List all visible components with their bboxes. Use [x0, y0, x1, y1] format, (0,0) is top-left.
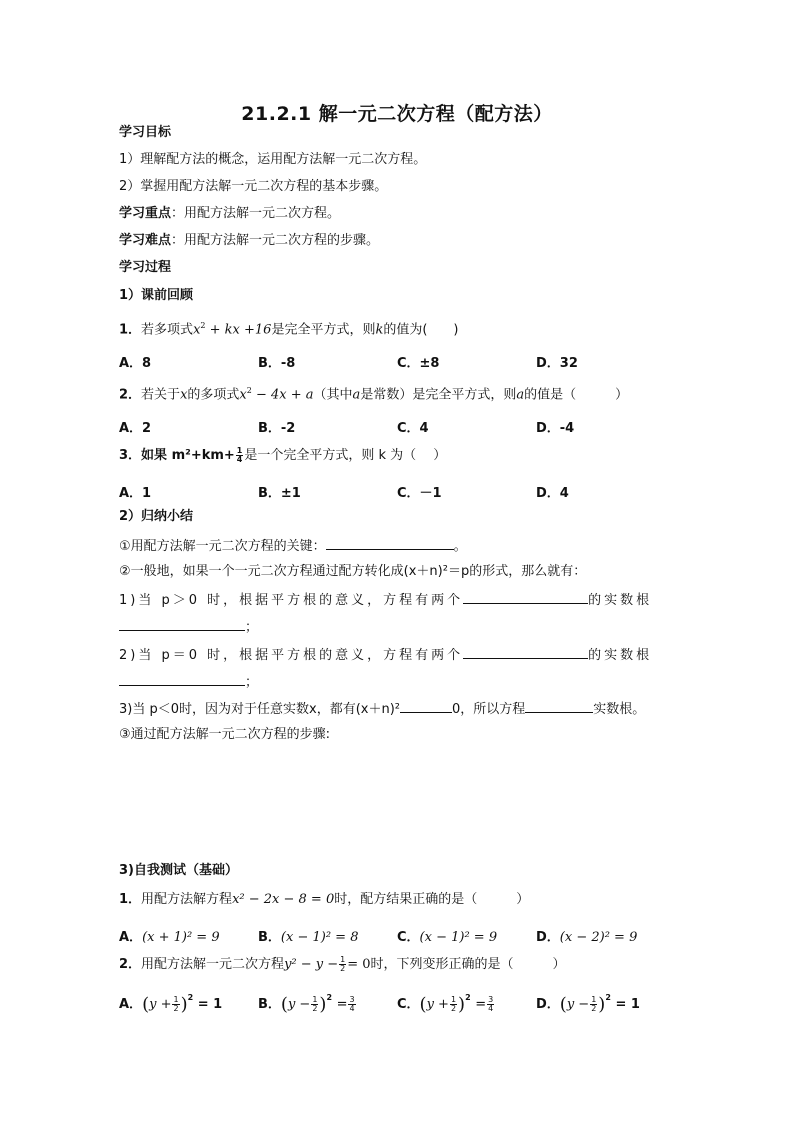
summary-text: 的实数根: [588, 593, 653, 608]
option-expr: (x − 1)² = 8: [280, 930, 359, 945]
question-text: 是一个完全平方式，则 k 为（ ）: [244, 448, 447, 463]
fill-blank[interactable]: [400, 699, 452, 713]
fraction-numerator: 1: [591, 995, 597, 1004]
process-heading: 学习过程: [119, 260, 172, 275]
difficulty: [119, 232, 379, 250]
option-label: A．: [119, 997, 143, 1012]
option-expr: y +: [426, 997, 449, 1012]
question-text: 是完全平方式，则: [271, 322, 376, 338]
review-question-1: [119, 317, 459, 339]
summary-text: 3)当 p＜0时，因为对于任意实数x，都有(x＋n)²: [119, 702, 400, 717]
fraction-denominator: 2: [312, 1004, 318, 1013]
math-expr: x: [239, 387, 247, 403]
math-expr: = 0: [347, 957, 371, 972]
question-text: 时，下列变形正确的是（ ）: [370, 957, 566, 972]
fraction-numerator: 1: [450, 995, 457, 1004]
summary-text: 实数根。: [593, 702, 646, 717]
option-a: A．8: [119, 356, 152, 371]
difficulty-label: 学习难点: [119, 233, 172, 248]
option-c: C．±8: [397, 356, 440, 371]
key-point-text: ：用配方法解一元二次方程。: [171, 206, 341, 221]
summary-text: ；: [245, 675, 259, 690]
page-title: 21.2.1 解一元二次方程（配方法）: [241, 103, 553, 125]
question-number: 3．: [119, 448, 142, 463]
option-label: A．: [119, 930, 143, 945]
fraction-denominator: 2: [450, 1004, 457, 1013]
question-text: （其中: [313, 387, 353, 403]
option-b: B．±1: [258, 486, 301, 501]
option-d: D．-4: [536, 421, 575, 436]
fill-blank[interactable]: [463, 590, 588, 604]
option-a: [119, 926, 220, 945]
summary-text: ①用配方法解一元二次方程的关键：: [119, 539, 326, 554]
test-question-2: [119, 954, 566, 976]
option-expr: y −: [566, 997, 590, 1012]
option-expr: y +: [149, 997, 172, 1012]
option-b: B．-8: [258, 356, 296, 371]
test-heading: 3)自我测试（基础）: [119, 863, 238, 878]
question-text: 是常数）是完全平方式，则: [360, 387, 517, 403]
fraction: [450, 996, 457, 1013]
option-rhs: = 1: [615, 997, 640, 1012]
math-expr: x² − 2x − 8 = 0: [232, 892, 335, 907]
math-expr: − 4x + a: [251, 387, 314, 403]
option-label: D．: [536, 930, 560, 945]
fraction: [339, 956, 346, 973]
summary-item-4: [119, 645, 652, 665]
option-a: A．(y + $\frac{1}{2}$ )$^2$ = 1: [119, 993, 223, 1015]
summary-item-3-cont: [119, 617, 258, 637]
fraction: [590, 996, 597, 1013]
question-text: 时，配方结果正确的是（ ）: [334, 892, 530, 907]
summary-item-3: [119, 590, 652, 610]
summary-text: 的实数根: [588, 648, 653, 663]
math-exponent: 2: [246, 386, 252, 395]
option-d: D．4: [536, 486, 569, 501]
fraction-numerator: 1: [173, 995, 179, 1004]
option-d: [536, 926, 637, 945]
fraction-denominator: 4: [236, 455, 243, 464]
question-number: 1．: [119, 322, 142, 338]
fraction-denominator: 2: [340, 964, 346, 973]
review-question-3: [119, 445, 446, 467]
question-text: 用配方法解一元二次方程: [141, 957, 285, 972]
question-text: 的多项式: [187, 387, 240, 403]
question-text: 若关于: [141, 387, 181, 403]
summary-item-2: ②一般地，如果一个一元二次方程通过配方转化成(x＋n)²＝p的形式，那么就有：: [119, 564, 587, 579]
math-exponent: 2: [200, 321, 206, 330]
summary-text: 。: [453, 539, 467, 554]
summary-item-1: [119, 536, 467, 556]
option-b: B．-2: [258, 421, 296, 436]
option-label: C．: [397, 997, 420, 1012]
math-expr: + kx +16: [205, 322, 272, 338]
summary-item-5: [119, 699, 645, 719]
option-label: B．: [258, 997, 281, 1012]
summary-text: 1)当 p＞0 时，根据平方根的意义，方程有两个: [119, 593, 464, 608]
review-question-2: [119, 382, 628, 404]
summary-item-6: ③通过配方法解一元二次方程的步骤:: [119, 727, 331, 742]
option-c: C．(y + $\frac{1}{2}$ )$^2$ = $\frac{3}{4}$: [397, 993, 494, 1015]
option-d: D．(y − $\frac{1}{2}$ )$^2$ = 1: [536, 993, 640, 1015]
fraction: [172, 996, 179, 1013]
fraction: [236, 447, 244, 464]
fill-blank[interactable]: [326, 536, 454, 550]
fraction-numerator: 1: [312, 995, 318, 1004]
math-var: a: [516, 387, 525, 403]
option-expr: (x − 1)² = 9: [419, 930, 498, 945]
option-c: [397, 926, 497, 945]
difficulty-text: ：用配方法解一元二次方程的步骤。: [171, 233, 380, 248]
summary-text: 2)当 p＝0 时，根据平方根的意义，方程有两个: [119, 648, 464, 663]
fraction-denominator: 4: [349, 1004, 355, 1013]
fraction-numerator: 1: [236, 446, 243, 455]
option-rhs: = 1: [197, 997, 223, 1012]
question-text: 若多项式: [141, 322, 194, 338]
option-label: B．: [258, 930, 281, 945]
question-text: 如果 m²+km+: [141, 448, 235, 463]
summary-text: 0，所以方程: [451, 702, 526, 717]
math-expr: y² − y −: [284, 957, 339, 972]
fraction-numerator: 1: [340, 955, 346, 964]
option-rhs: =: [336, 997, 348, 1012]
question-number: 2．: [119, 387, 142, 403]
fraction-numerator: 3: [349, 995, 355, 1004]
option-label: D．: [536, 997, 560, 1012]
option-d: D．32: [536, 356, 578, 371]
summary-heading: 2）归纳小结: [119, 509, 194, 524]
option-expr: (x + 1)² = 9: [142, 930, 220, 945]
math-var: k: [375, 322, 384, 338]
fraction: [487, 996, 494, 1013]
question-text: 用配方法解方程: [141, 892, 233, 907]
fraction-numerator: 3: [488, 995, 494, 1004]
question-text: 的值是（ ）: [524, 387, 629, 403]
fill-blank[interactable]: [525, 699, 593, 713]
summary-item-4-cont: [119, 672, 258, 692]
fill-blank[interactable]: [119, 672, 245, 686]
summary-text: ；: [245, 620, 259, 635]
question-number: 2．: [119, 957, 142, 972]
fraction-denominator: 4: [488, 1004, 494, 1013]
fraction: [311, 996, 318, 1013]
option-a: A．2: [119, 421, 152, 436]
fraction-denominator: 2: [591, 1004, 597, 1013]
question-number: 1．: [119, 892, 142, 907]
question-text: 的值为( ): [383, 322, 459, 338]
goals-heading: 学习目标: [119, 125, 172, 140]
option-expr: (x − 2)² = 9: [559, 930, 638, 945]
option-rhs: =: [475, 997, 487, 1012]
math-expr: x: [193, 322, 201, 338]
review-heading: 1）课前回顾: [119, 288, 194, 303]
option-b: B．(y − $\frac{1}{2}$ )$^2$ = $\frac{3}{4}$: [258, 993, 355, 1015]
math-var: x: [180, 387, 188, 403]
key-point-label: 学习重点: [119, 206, 172, 221]
option-b: [258, 926, 358, 945]
fraction-denominator: 2: [173, 1004, 179, 1013]
goal-item-2: 2）掌握用配方法解一元二次方程的基本步骤。: [119, 179, 388, 194]
goal-item-1: 1）理解配方法的概念，运用配方法解一元二次方程。: [119, 152, 427, 167]
option-a: A．1: [119, 486, 152, 501]
test-question-1: [119, 891, 529, 909]
option-c: C．4: [397, 421, 429, 436]
option-c: C．－1: [397, 486, 442, 501]
option-label: C．: [397, 930, 420, 945]
math-var: a: [352, 387, 361, 403]
option-expr: y −: [287, 997, 311, 1012]
fraction: [348, 996, 355, 1013]
key-point: [119, 205, 340, 223]
fill-blank[interactable]: [463, 645, 588, 659]
fill-blank[interactable]: [119, 617, 245, 631]
